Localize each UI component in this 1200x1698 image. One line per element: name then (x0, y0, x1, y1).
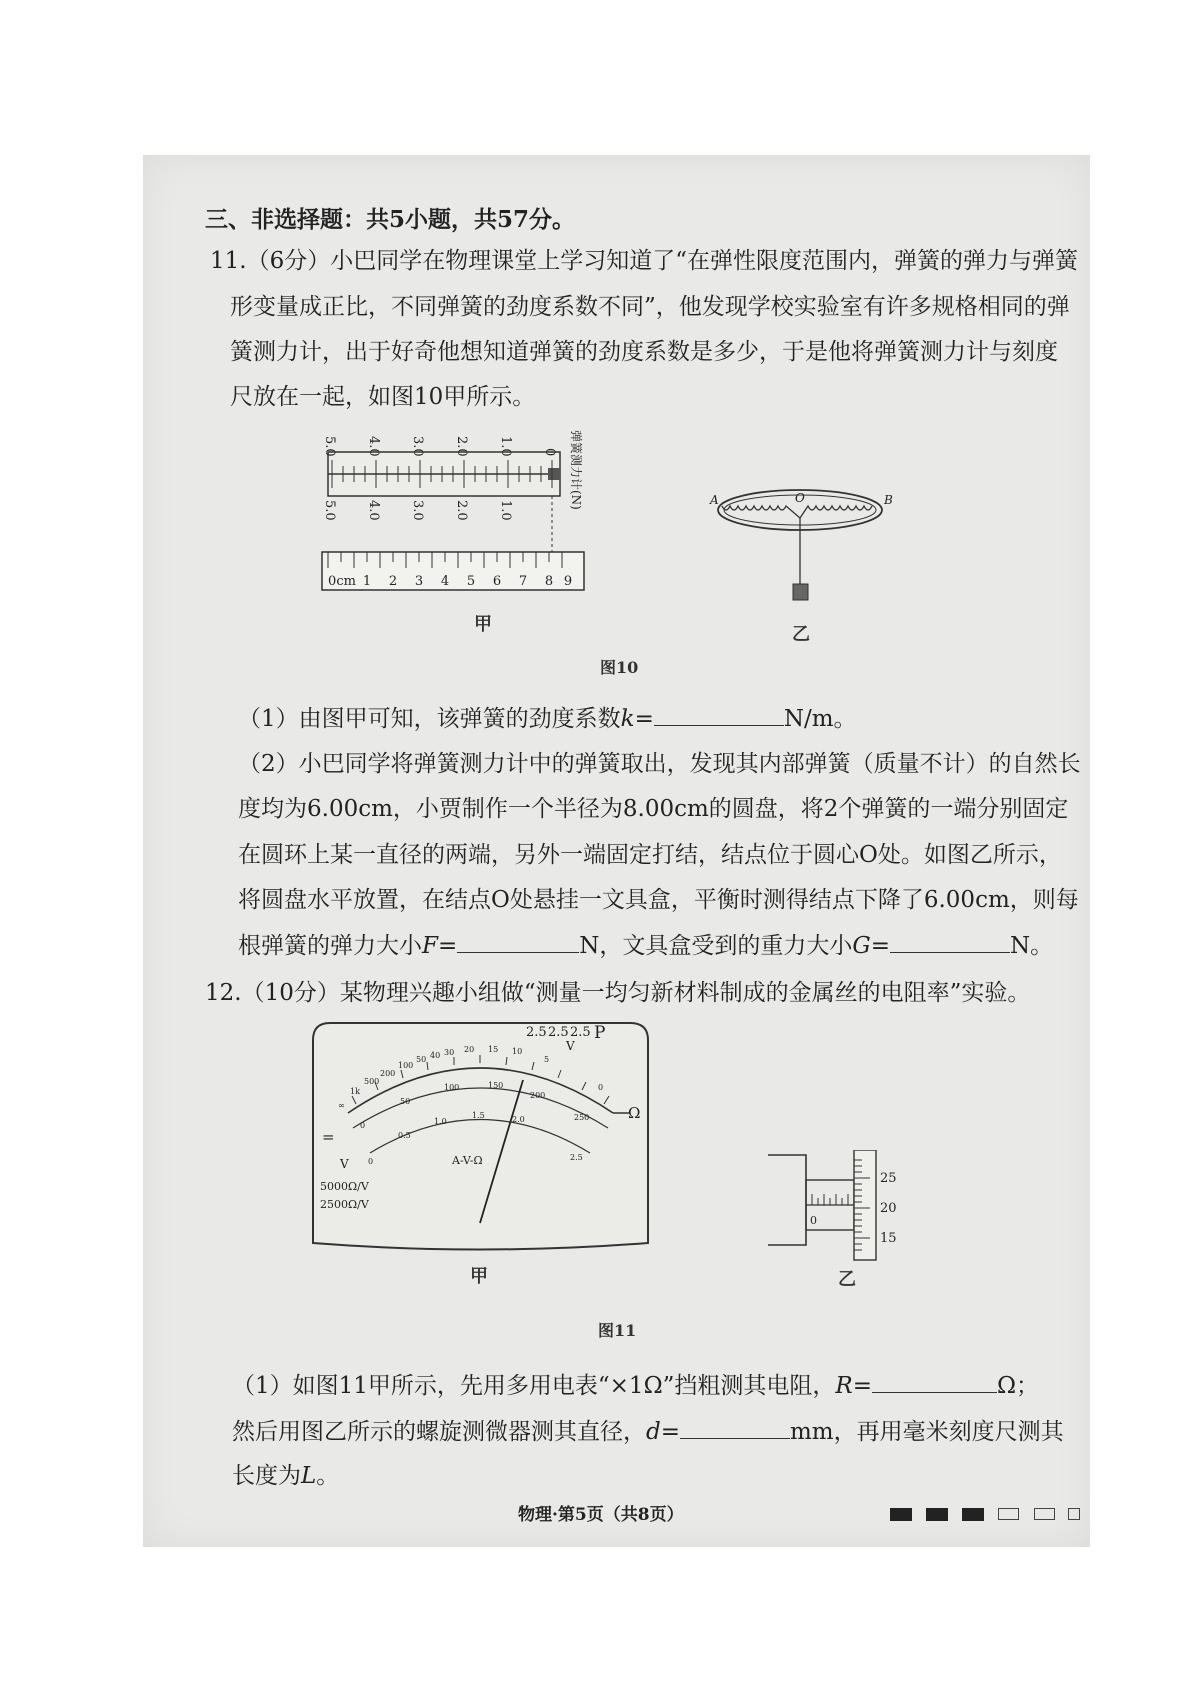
answer-blank-d[interactable] (680, 1416, 790, 1439)
fig11-label-yi: 乙 (838, 1269, 856, 1290)
q11-line-4: 尺放在一起，如图10甲所示。 (230, 384, 536, 410)
ruler-label-8: 8 (544, 574, 554, 589)
q11-line-2: 形变量成正比，不同弹簧的劲度系数不同”，他发现学校实验室有许多规格相同的弹 (230, 294, 1070, 320)
top-volt-mark: V (566, 1039, 575, 1053)
omega-scale-11: 5 (544, 1055, 550, 1064)
q11-part2-line-5 (238, 930, 1053, 961)
q11-var-g: G= (852, 933, 891, 959)
gauge-label-5: 5.0 (322, 436, 337, 457)
sensitivity-2: 2500Ω/V (320, 1198, 369, 1211)
top-mark-p: P (594, 1023, 606, 1043)
gauge-label-3b: 3.0 (410, 500, 425, 521)
q12-part1-line-3 (232, 1461, 339, 1491)
q12-var-r: R= (835, 1373, 872, 1399)
q11-part2-mid: N，文具盒受到的重力大小 (579, 933, 853, 959)
fig11-caption: 图11 (598, 1321, 637, 1340)
gauge-label-4b: 4.0 (366, 500, 381, 521)
point-o: O (795, 491, 805, 505)
gauge-label-0: 0 (542, 448, 557, 457)
sensitivity-1: 5000Ω/V (320, 1180, 369, 1193)
micrometer-zero: 0 (810, 1214, 817, 1227)
answer-blank-k[interactable] (654, 703, 784, 726)
q11-line-1 (210, 246, 1078, 276)
answer-blank-r[interactable] (872, 1370, 997, 1393)
micrometer-frame (768, 1155, 806, 1245)
mid-scale-2: 100 (444, 1083, 460, 1092)
q12-intro: 某物理兴趣小组做“测量一均匀新材料制成的金属丝的电阻率”实验。 (339, 980, 1031, 1006)
omega-scale-6: 40 (430, 1051, 441, 1060)
omega-scale-1: 1k (350, 1087, 360, 1096)
q12-number: 12. (205, 980, 242, 1006)
omega-scale-9: 15 (488, 1045, 499, 1054)
omega-scale-7: 30 (444, 1048, 455, 1057)
progress-mark-5 (1034, 1508, 1055, 1520)
ruler-label-3: 3 (414, 574, 424, 589)
gauge-label-2b: 2.0 (454, 500, 469, 521)
q11-part1 (238, 703, 857, 734)
q12-part1-prefix: （1）如图11甲所示，先用多用电表“×1Ω”挡粗测其电阻， (232, 1373, 836, 1399)
q12-var-l: L (301, 1463, 317, 1489)
omega-scale-5: 50 (416, 1055, 427, 1064)
q11-part1-unit: N/m。 (783, 706, 857, 732)
page-footer: 物理·第5页（共8页） (518, 1505, 684, 1525)
ruler-label-5: 5 (466, 574, 476, 589)
omega-symbol: Ω (628, 1104, 641, 1122)
gauge-label-1b: 1.0 (498, 500, 513, 521)
q11-number: 11. (210, 248, 247, 274)
q12-part1-unit: Ω； (996, 1373, 1040, 1399)
omega-scale-2: 500 (364, 1077, 380, 1086)
progress-mark-1 (890, 1508, 912, 1521)
omega-scale-3: 200 (380, 1069, 396, 1078)
micrometer-25: 25 (880, 1171, 897, 1186)
omega-scale-12: 0 (598, 1083, 604, 1092)
figure-11-yi (768, 1150, 928, 1275)
gauge-label-1: 1.0 (498, 436, 513, 457)
q11-part2-line-3: 在圆环上某一直径的两端，另外一端固定打结，结点位于圆心O处。如图乙所示， (238, 842, 1062, 868)
progress-mark-4 (998, 1508, 1019, 1520)
q11-part2-line-4: 将圆盘水平放置，在结点O处悬挂一文具盒，平衡时测得结点下降了6.00cm，则每 (238, 887, 1079, 913)
q12-part1-line3-end: 。 (316, 1463, 340, 1489)
fig10-label-jia: 甲 (474, 614, 492, 635)
mid-scale-3: 150 (488, 1081, 504, 1090)
omega-scale-10: 10 (512, 1047, 523, 1056)
ruler-label-4: 4 (440, 574, 450, 589)
point-b: B (884, 493, 893, 507)
inner-scale-2: 1.0 (434, 1117, 447, 1126)
gauge-label-5b: 5.0 (322, 500, 337, 521)
ruler-label-7: 7 (518, 574, 528, 589)
progress-mark-2 (926, 1508, 948, 1521)
top-mark-3: 2.5 (570, 1025, 591, 1040)
q11-part2-line-2: 度均为6.00cm，小贾制作一个半径为8.00cm的圆盘，将2个弹簧的一端分别固定 (238, 796, 1069, 822)
ruler-label-9: 9 (563, 574, 573, 589)
progress-mark-6 (1068, 1508, 1080, 1520)
figure-11-jia (308, 1018, 653, 1268)
top-mark-1: 2.5 (526, 1025, 547, 1040)
spring-right (800, 506, 872, 518)
meter-label: A-V-Ω (452, 1154, 483, 1167)
figure-10-yi (708, 488, 898, 628)
pencil-box (793, 584, 808, 600)
q11-line-3: 簧测力计，出于好奇他想知道弹簧的劲度系数是多少，于是他将弹簧测力计与刻度 (230, 339, 1058, 365)
q11-part2-unit: N。 (1010, 933, 1054, 959)
q12-part1-line2-mid: mm，再用毫米刻度尺测其 (790, 1419, 1064, 1445)
mid-scale-0: 0 (360, 1121, 366, 1130)
inner-scale-3: 1.5 (472, 1111, 485, 1120)
inner-scale-0: 0 (368, 1157, 374, 1166)
q12-part1-line2-prefix: 然后用图乙所示的螺旋测微器测其直径， (232, 1419, 646, 1445)
fig10-caption: 图10 (600, 658, 639, 677)
gauge-title: 弹簧测力计(N) (569, 430, 583, 510)
q12-part1-line-2 (232, 1416, 1064, 1447)
ruler-label-6: 6 (492, 574, 502, 589)
progress-mark-3 (962, 1508, 984, 1521)
micrometer-15: 15 (880, 1231, 897, 1246)
ruler-label-2: 2 (388, 574, 398, 589)
top-mark-2: 2.5 (548, 1025, 569, 1040)
ruler-label-1: 1 (362, 574, 372, 589)
mid-scale-4: 200 (530, 1091, 546, 1100)
mid-scale-5: 250 (574, 1113, 590, 1122)
q11-part2-line-1: （2）小巴同学将弹簧测力计中的弹簧取出，发现其内部弹簧（质量不计）的自然长 (238, 751, 1081, 777)
omega-scale-8: 20 (464, 1045, 475, 1054)
inner-scale-1: 0.5 (398, 1131, 411, 1140)
q11-part2-prefix: 根弹簧的弹力大小 (238, 933, 422, 959)
micrometer-20: 20 (880, 1201, 897, 1216)
q12-points: （10分） (241, 980, 340, 1006)
gauge-label-3: 3.0 (410, 436, 425, 457)
gauge-label-4: 4.0 (366, 436, 381, 457)
fig11-label-jia: 甲 (470, 1266, 488, 1287)
omega-scale-0: ∞ (338, 1101, 345, 1110)
inner-scale-5: 2.5 (570, 1153, 583, 1162)
fig10-label-yi: 乙 (792, 624, 810, 645)
answer-blank-f[interactable] (457, 930, 579, 953)
q11-var-f: F= (422, 933, 458, 959)
inner-scale-4: 2.0 (512, 1115, 525, 1124)
q12-part1-line-1 (232, 1370, 1039, 1401)
answer-blank-g[interactable] (890, 930, 1010, 953)
q12-part1-line3-text: 长度为 (232, 1463, 301, 1489)
q12-var-d: d= (646, 1419, 680, 1445)
section-heading: 三、非选择题：共5小题，共57分。 (205, 206, 576, 233)
figure-10-jia (320, 430, 640, 615)
q11-part1-text: （1）由图甲可知，该弹簧的劲度系数 (238, 706, 621, 732)
q11-intro-1: 小巴同学在物理课堂上学习知道了“在弹性限度范围内，弹簧的弹力与弹簧 (330, 248, 1078, 274)
dc-symbol: = (322, 1128, 335, 1146)
q11-points: （6分） (246, 248, 331, 274)
ruler-label-0: 0cm (328, 574, 356, 589)
gauge-pointer (548, 468, 560, 480)
q12-line-1 (205, 978, 1030, 1008)
omega-scale-4: 100 (398, 1061, 414, 1070)
q11-part1-var: k= (620, 706, 654, 732)
gauge-label-2: 2.0 (454, 436, 469, 457)
mid-scale-1: 50 (400, 1097, 411, 1106)
point-a: A (710, 493, 719, 507)
v-symbol: V (340, 1157, 349, 1171)
spring-left (722, 506, 800, 518)
